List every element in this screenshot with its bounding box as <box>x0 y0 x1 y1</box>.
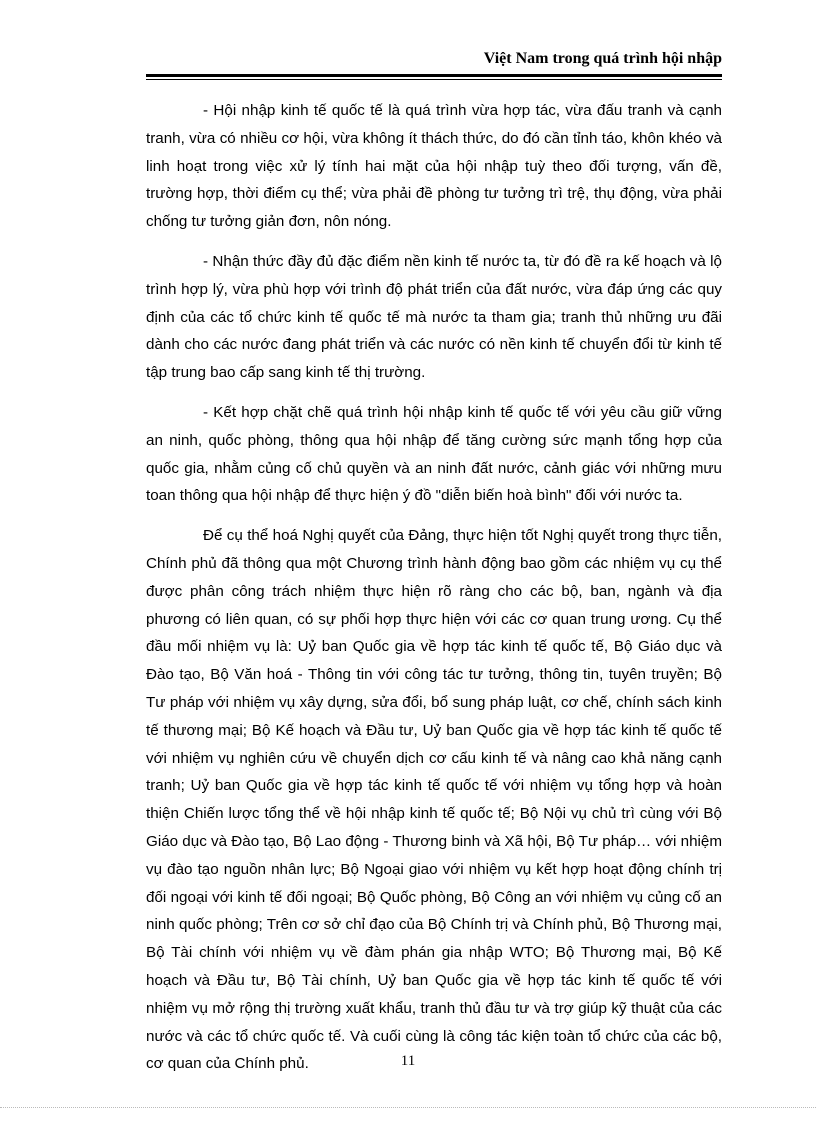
document-body <box>146 97 722 1078</box>
page-number: 11 <box>400 1053 416 1069</box>
paragraph-1: - Hội nhập kinh tế quốc tế là quá trình vừa hợp tác, vừa đấu tranh và cạnh tranh, vừa có nhiều cơ hội, vừa không ít thách thức, do đó cần tỉnh táo, khôn khéo và linh hoạt trong việc xử lý tính hai mặt của hội nhập tuỳ theo đối tượng, vấn đề, trường hợp, thời điểm cụ thể; vừa phải đề phòng tư tưởng trì trệ, thụ động, vừa phải chống tư tưởng giản đơn, nôn nóng. <box>146 102 722 231</box>
paragraph-3: - Kết hợp chặt chẽ quá trình hội nhập kinh tế quốc tế với yêu cầu giữ vững an ninh, quốc phòng, thông qua hội nhập để tăng cường sức mạnh tổng hợp của quốc gia, nhằm củng cố chủ quyền và an ninh đất nước, cảnh giác với những mưu toan thông qua hội nhập để thực hiện ý đồ "diễn biến hoà bình" đối với nước ta. <box>146 403 722 505</box>
paragraph-2: - Nhận thức đầy đủ đặc điểm nền kinh tế nước ta, từ đó đề ra kế hoạch và lộ trình hợp lý, vừa phù hợp với trình độ phát triển của đất nước, vừa đáp ứng các quy định của các tổ chức kinh tế quốc tế mà nước ta tham gia; tranh thủ những ưu đãi dành cho các nước đang phát triển và các nước có nền kinh tế chuyển đổi từ kinh tế tập trung bao cấp sang kinh tế thị trường. <box>146 252 722 382</box>
paragraph-4: Để cụ thể hoá Nghị quyết của Đảng, thực hiện tốt Nghị quyết trong thực tiễn, Chính phủ đã thông qua một Chương trình hành động bao gồm các nhiệm vụ cụ thể được phân công trách nhiệm thực hiện rõ ràng cho các bộ, ban, ngành và địa phương có liên quan, có sự phối hợp thực hiện với các cơ quan trung ương. Cụ thể đầu mối nhiệm vụ là: Uỷ ban Quốc gia về hợp tác kinh tế quốc tế, Bộ Giáo dục và Đào tạo, Bộ Văn hoá - Thông tin với công tác tư tưởng, thông tin, tuyên truyền; Bộ Tư pháp với nhiệm vụ xây dựng, sửa đổi, bổ sung pháp luật, cơ chế, chính sách kinh tế thương mại; Bộ Kế hoạch và Đầu tư, Uỷ ban Quốc gia về hợp tác kinh tế quốc tế với nhiệm vụ nghiên cứu về chuyển dịch cơ cấu kinh tế và nâng cao khả năng cạnh tranh; Uỷ ban Quốc gia về hợp tác kinh tế quốc tế với nhiệm vụ tổng hợp và hoàn thiện Chiến lược tổng thể về hội nhập kinh tế quốc tế; Bộ Nội vụ chủ trì cùng với Bộ Giáo dục và Đào tạo, Bộ Lao động - Thương binh và Xã hội, Bộ Tư pháp… với nhiệm vụ đào tạo nguồn nhân lực; Bộ Ngoại giao với nhiệm vụ kết hợp hoạt động chính trị đối ngoại với kinh tế đối ngoại; Bộ Quốc phòng, Bộ Công an với nhiệm vụ củng cố an ninh quốc phòng; Trên cơ sở chỉ đạo của Bộ Chính trị và Chính phủ, Bộ Thương mại, Bộ Tài chính với nhiệm vụ về đàm phán gia nhập WTO; Bộ Thương mại, Bộ Kế hoạch và Đầu tư, Bộ Tài chính, Uỷ ban Quốc gia về hợp tác kinh tế quốc tế với nhiệm vụ mở rộng thị trường xuất khẩu, tranh thủ đầu tư và trợ giúp kỹ thuật của các nước và các tổ chức quốc tế. Và cuối cùng là công tác kiện toàn tổ chức của các bộ, cơ quan của Chính phủ. <box>146 527 722 1073</box>
page-bottom-border <box>0 1107 816 1108</box>
header-rule-thin <box>146 79 722 80</box>
header-rule-thick <box>146 74 722 77</box>
header-title: Việt Nam trong quá trình hội nhập <box>483 50 722 67</box>
page-header <box>146 50 722 80</box>
